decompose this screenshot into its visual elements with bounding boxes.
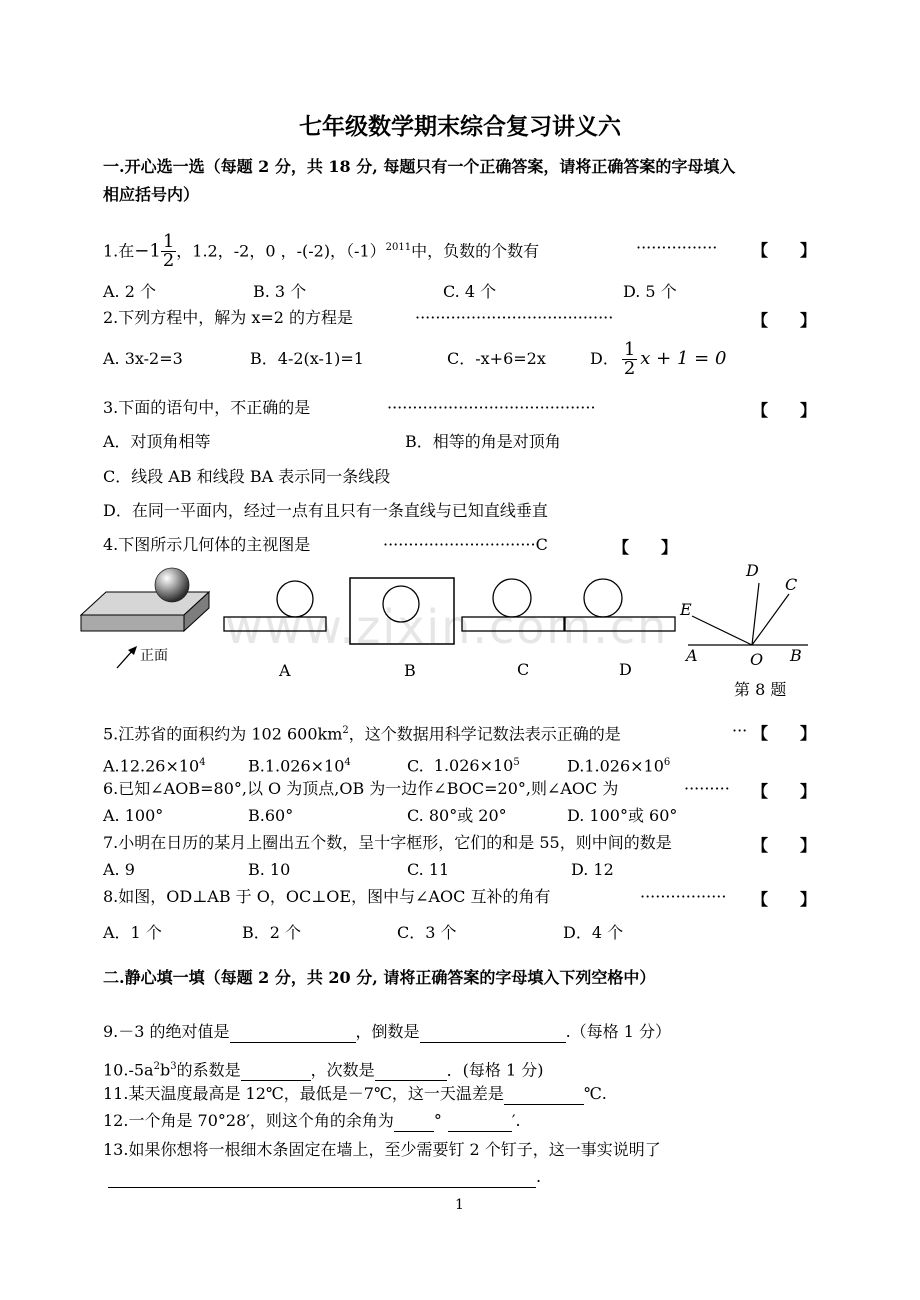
point-c-label: C xyxy=(785,575,798,594)
fig8-caption: 第 8 题 xyxy=(734,680,787,699)
section1-heading: 一.开心选一选（每题 2 分，共 18 分, 每题只有一个正确答案，请将正确答案的字母填入 xyxy=(103,157,736,176)
q3-answer-bracket[interactable]: 【 】 xyxy=(752,401,817,420)
question-2: 2.下列方程中，解为 x=2 的方程是 xyxy=(103,308,354,327)
view-option-b xyxy=(350,578,454,644)
q10-blank-degree[interactable] xyxy=(375,1062,447,1081)
q3-option-a: A．对顶角相等 xyxy=(103,432,211,451)
q8-leader-dots: ················· xyxy=(640,887,727,906)
q3-leader-dots: ········································· xyxy=(387,398,596,417)
view-option-c xyxy=(462,579,564,631)
question-12: 12.一个角是 70°28′，则这个角的余角为 ° ′. xyxy=(103,1111,521,1130)
question-5: 5.江苏省的面积约为 102 $600km^2$，这个数据用科学记数法表示正确的是 xyxy=(103,724,621,744)
q13-answer-line: . xyxy=(108,1166,541,1188)
question-11: 11.某天温度最高是 12℃，最低是－7℃，这一天温差是 ℃. xyxy=(103,1084,607,1103)
q8-option-b: B．2 个 xyxy=(242,923,302,942)
view-option-a xyxy=(224,581,326,631)
q7-option-d: D. 12 xyxy=(571,860,614,879)
question-10: $10.-5a^2b^3$的系数是 ，次数是 ．(每格 1 分) xyxy=(103,1060,544,1080)
question-8: 8.如图，OD⊥AB 于 O，OC⊥OE，图中与∠AOC 互补的角有 xyxy=(103,887,551,906)
q5-option-b: $B.1.026\times 10^4$ xyxy=(248,756,351,776)
q5-leader-dots: ··· xyxy=(732,721,748,740)
q3-option-b: B．相等的角是对顶角 xyxy=(405,432,561,451)
q7-answer-bracket[interactable]: 【 】 xyxy=(752,836,817,855)
front-label: 正面 xyxy=(140,648,168,664)
q6-option-c: C. 80°或 20° xyxy=(407,806,507,825)
option-b-label: B xyxy=(404,661,416,680)
page-number: 1 xyxy=(455,1197,464,1213)
q2-option-a: A. 3x-2=3 xyxy=(103,349,183,368)
q6-option-b: B.60° xyxy=(248,806,294,825)
point-e-label: E xyxy=(680,600,692,619)
q2-answer-bracket[interactable]: 【 】 xyxy=(752,311,817,330)
q7-option-c: C. 11 xyxy=(407,860,450,879)
q1-leader-dots: ················ xyxy=(636,238,718,257)
q11-blank[interactable] xyxy=(504,1086,584,1105)
q9-blank-abs[interactable] xyxy=(230,1024,356,1043)
q4-leader-dots: ······························C xyxy=(383,535,548,554)
q5-option-c: C. $1.026\times 10^5$ xyxy=(407,756,520,776)
q1-option-d: D. 5 个 xyxy=(623,282,677,301)
question-1: 1.在−1 $\frac{1}{2}$ ，1.2，-2，0 ，-(-2)，$(-1)^{2011}$中，负数的个数有 xyxy=(103,231,540,272)
q5-option-a: $A.12.26\times 10^4$ xyxy=(103,756,206,776)
q12-blank-minutes[interactable] xyxy=(448,1113,512,1132)
q1-answer-bracket[interactable]: 【 】 xyxy=(752,241,817,260)
q5-option-d: $D.1.026\times 10^6$ xyxy=(567,756,671,776)
point-o-label: O xyxy=(750,650,764,669)
question-3: 3.下面的语句中，不正确的是 xyxy=(103,398,311,417)
question-6: 6.已知∠AOB=80°,以 O 为顶点,OB 为一边作∠BOC=20°,则∠AOC 为 xyxy=(103,779,619,798)
q1-option-c: C. 4 个 xyxy=(443,282,497,301)
option-c-label: C xyxy=(517,660,530,679)
q4-answer-bracket[interactable]: 【 】 xyxy=(613,538,678,557)
section1-heading-cont: 相应括号内） xyxy=(103,185,200,204)
q13-blank[interactable] xyxy=(108,1169,536,1188)
q8-answer-bracket[interactable]: 【 】 xyxy=(752,890,817,909)
option-a-label: A xyxy=(279,661,291,680)
q3-option-c: C．线段 AB 和线段 BA 表示同一条线段 xyxy=(103,467,391,486)
q12-blank-degrees[interactable] xyxy=(394,1113,434,1132)
view-option-d xyxy=(565,579,675,631)
section2-heading: 二.静心填一填（每题 2 分，共 20 分, 请将正确答案的字母填入下列空格中） xyxy=(103,968,656,987)
q1-option-b: B. 3 个 xyxy=(253,282,307,301)
q7-option-a: A. 9 xyxy=(103,860,135,879)
q6-leader-dots: ········· xyxy=(684,779,730,798)
q9-blank-reciprocal[interactable] xyxy=(420,1024,566,1043)
point-d-label: D xyxy=(746,561,759,580)
q4-answer: C xyxy=(535,535,548,554)
q5-answer-bracket[interactable]: 【 】 xyxy=(752,724,817,743)
solid-figure xyxy=(81,568,209,631)
q7-option-b: B. 10 xyxy=(248,860,291,879)
q8-option-c: C．3 个 xyxy=(397,923,457,942)
watermark: www.zixin.com.cn xyxy=(225,600,669,654)
option-d-label: D xyxy=(619,660,632,679)
q6-option-d: D. 100°或 60° xyxy=(567,806,678,825)
front-arrow xyxy=(117,646,137,668)
point-b-label: B xyxy=(790,646,802,665)
q8-option-a: A．1 个 xyxy=(103,923,162,942)
q2-option-c: C．-x+6=2x xyxy=(447,349,546,368)
q2-option-d: D． $\frac{1}{2}$ x + 1 = 0 xyxy=(590,339,727,379)
q2-leader-dots: ······································· xyxy=(415,308,614,327)
q6-option-a: A. 100° xyxy=(103,806,164,825)
q3-option-d: D．在同一平面内，经过一点有且只有一条直线与已知直线垂直 xyxy=(103,501,548,520)
question-4: 4.下图所示几何体的主视图是 xyxy=(103,535,311,554)
q1-option-a: A. 2 个 xyxy=(103,282,156,301)
question-13: 13.如果你想将一根细木条固定在墙上，至少需要钉 2 个钉子，这一事实说明了 xyxy=(103,1140,661,1159)
page-title: 七年级数学期末综合复习讲义六 xyxy=(299,113,621,140)
q6-answer-bracket[interactable]: 【 】 xyxy=(752,782,817,801)
question-7: 7.小明在日历的某月上圈出五个数，呈十字框形，它们的和是 55，则中间的数是 xyxy=(103,833,672,852)
question-9: 9.－3 的绝对值是 ，倒数是 .（每格 1 分） xyxy=(103,1022,672,1041)
q2-option-b: B．4-2(x-1)=1 xyxy=(250,349,364,368)
q10-blank-coefficient[interactable] xyxy=(241,1062,311,1081)
point-a-label: A xyxy=(686,646,698,665)
q8-option-d: D．4 个 xyxy=(563,923,624,942)
